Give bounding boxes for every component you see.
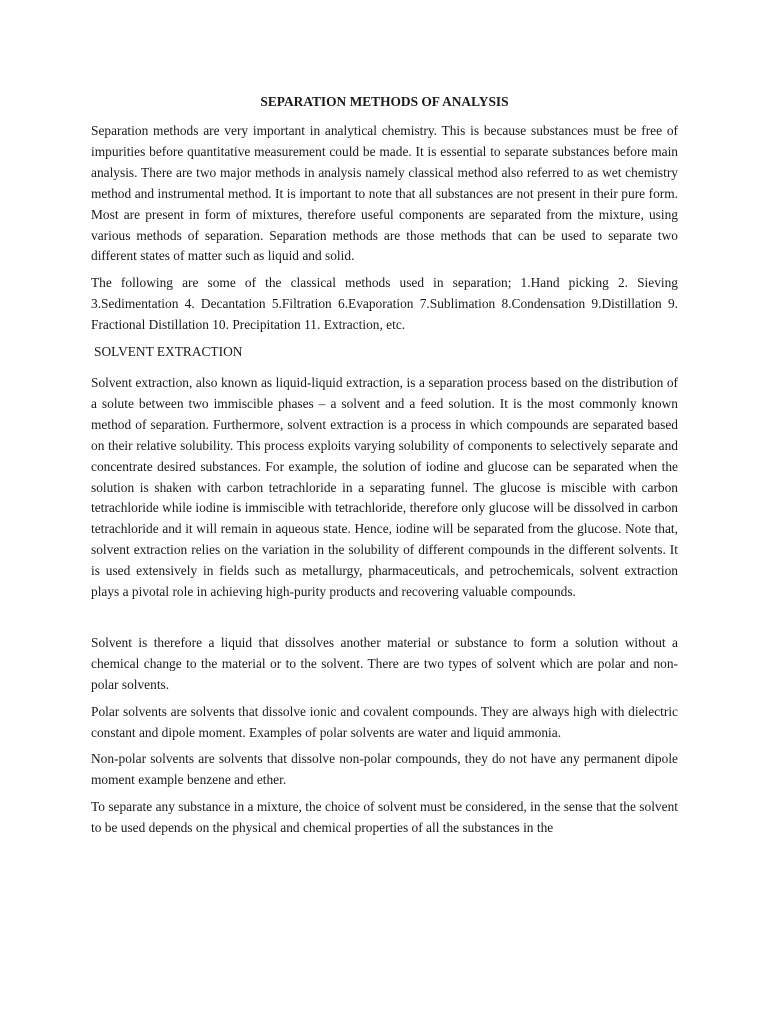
document-body: [91, 92, 678, 845]
classical-methods-paragraph: The following are some of the classical methods used in separation; 1.Hand picking 2. Sieving 3.Sedimentation 4. Decantation 5.Filtration 6.Evaporation 7.Sublimation 8.Condensation 9.Distillation 9. Fractional Distillation 10. Precipitation 11. Extraction, etc.: [91, 275, 678, 333]
solvent-definition-paragraph: Solvent is therefore a liquid that dissolves another material or substance to form a solution without a chemical change to the material or to the solvent. There are two types of solvent which are polar and non-polar solvents.: [91, 634, 678, 692]
nonpolar-solvents-paragraph: Non-polar solvents are solvents that dissolve non-polar compounds, they do not have any permanent dipole moment example benzene and ether.: [91, 751, 678, 788]
solvent-extraction-heading: SOLVENT EXTRACTION: [94, 344, 243, 360]
polar-solvents-paragraph: Polar solvents are solvents that dissolve ionic and covalent compounds. They are always high with dielectric constant and dipole moment. Examples of polar solvents are water and liquid ammonia.: [91, 703, 678, 740]
document-title: SEPARATION METHODS OF ANALYSIS: [260, 94, 509, 109]
intro-paragraph: Separation methods are very important in analytical chemistry. This is because substances must be free of impurities before quantitative measurement could be made. It is essential to separate substances before main analysis. There are two major methods in analysis namely classical method also referred to as wet chemistry method and instrumental method. It is important to note that all substances are not present in their pure form. Most are present in form of mixtures, therefore useful components are separated from the mixture, using various methods of separation. Separation methods are those methods that can be used to separate two different states of matter such as liquid and solid.: [91, 123, 678, 264]
choice-of-solvent-paragraph: To separate any substance in a mixture, the choice of solvent must be considered, in the sense that the solvent to be used depends on the physical and chemical properties of all the substances in the: [91, 799, 678, 836]
solvent-extraction-paragraph: Solvent extraction, also known as liquid-liquid extraction, is a separation process based on the distribution of a solute between two immiscible phases – a solvent and a feed solution. It is the most commonly known method of separation. Furthermore, solvent extraction is a process in which compounds are separated based on their relative solubility. This process exploits varying solubility of components to selectively separate and concentrate desired substances. For example, the solution of iodine and glucose can be separated when the solution is shaken with carbon tetrachloride in a separating funnel. The glucose is miscible with carbon tetrachloride while iodine is immiscible with tetrachloride, therefore only glucose will be dissolved in carbon tetrachloride and it will remain in aqueous state. Hence, iodine will be separated from the glucose. Note that, solvent extraction relies on the variation in the solubility of different compounds in the different solvents. It is used extensively in fields such as metallurgy, pharmaceuticals, and petrochemicals, solvent extraction plays a pivotal role in achieving high-purity products and recovering valuable compounds.: [91, 374, 678, 600]
